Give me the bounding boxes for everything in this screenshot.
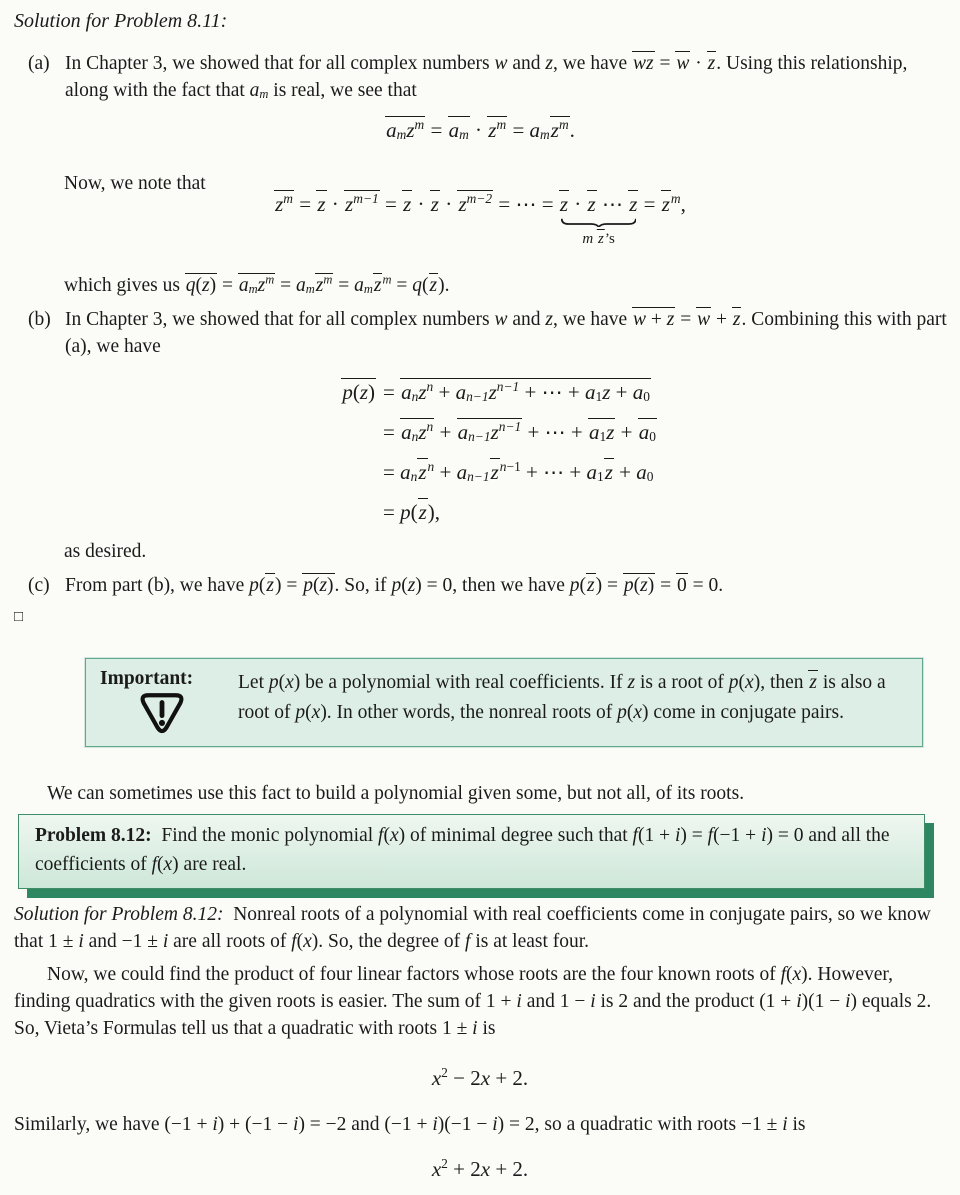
derivation-rhs: = $a_nz^n + a_{n-1}z^{n-1}$ + ⋯ + $a_1z + a_0$ [383,419,656,445]
equation-amzm: $a_mz^m = a_m \cdot z^m = a_mz^m$. [386,117,575,143]
part-a-item [28,50,944,104]
problem-label: Problem 8.12: [35,825,152,846]
part-c-text: From part (b), we have p(z) = p(z). So, if p(z) = 0, then we have p(z) = p(z) = 0 = 0. [65,575,724,596]
part-c-item [28,572,952,599]
part-a-marker: (a) [28,53,50,74]
derivation-row [330,418,657,445]
equation-x2-minus-2x-plus-2: $x^2 - 2x + 2$. [431,1065,529,1090]
as-desired-text: as desired. [64,541,147,562]
derivation-rhs: = $a_nz^n + a_{n-1}z^{n-1}$ + ⋯ + $a_1z + a_0$ [383,459,654,485]
underbraced-group: z · z ⋯ z m z’s [559,192,638,247]
underbrace-icon [561,218,637,227]
part-b-text: In Chapter 3, we showed that for all complex numbers w and z, we have w + z = w + z. Combining this with part (a), we have [65,309,947,357]
part-a-text: In Chapter 3, we showed that for all complex numbers w and z, we have wz = w · z. Using this relationship, along with the fact that $a_m$ is real, we see that [65,53,908,102]
important-label-column [98,668,226,738]
equation-zbar-chain: $z^m = z \cdot z^{m-1} = z \cdot z \cdot z^{m-2}$ = ⋯ = z · z ⋯ z m z’s = $z^m$, [275,191,686,247]
derivation-rhs: = $a_nz^n + a_{n-1}z^{n-1}$ + ⋯ + $a_1z + a_0$ [383,379,650,405]
solution-8-12-paragraph-2: Now, we could find the product of four linear factors whose roots are the four known roots of f(x). However, finding quadratics with the given roots is easier. The sum of 1 + i and 1 − i is 2 and the product (1 + i)(1 − i) equals 2. So, Vieta’s Formulas tell us that a quadratic with roots 1 ± i is [14,964,932,1039]
part-b-item [28,306,948,360]
important-text: Let p(x) be a polynomial with real coefficients. If z is a root of p(x), then z is also a root of p(x). In other words, the nonreal roots of p(x) come in conjugate pairs. [238,672,886,723]
derivation-row [330,458,657,485]
solution-8-12-text-1: Nonreal roots of a polynomial with real coefficients come in conjugate pairs, so we know that 1 ± i and −1 ± i are all roots of f(x). So, the degree of f is at least four. [14,904,931,952]
solution-8-12-paragraph-1 [14,901,947,955]
gives-text: which gives us $q(z) = a_mz^m = a_mz^m = a_mz^m = q(z)$. [64,272,450,297]
alert-icon [139,692,185,734]
note-text: Now, we note that [64,173,206,194]
part-b-marker: (b) [28,309,51,330]
derivation-row [330,498,657,525]
derivation-row [330,378,657,405]
problem-text: Find the monic polynomial f(x) of minimal degree such that f(1 + i) = f(−1 + i) = 0 and all the coefficients of f(x) are real. [35,825,890,875]
solution-8-12-paragraph-3: Similarly, we have (−1 + i) + (−1 − i) = −2 and (−1 + i)(−1 − i) = 2, so a quadratic with roots −1 ± i is [14,1114,806,1135]
important-callout [85,658,923,747]
qed-symbol: □ [14,609,24,625]
part-c-marker: (c) [28,575,50,596]
equation-x2-plus-2x-plus-2: $x^2 + 2x + 2$. [431,1156,529,1181]
bridge-paragraph: We can sometimes use this fact to build a polynomial given some, but not all, of its roots. [47,783,745,804]
derivation-rhs: = p(z), [383,500,441,524]
solution-8-12-heading: Solution for Problem 8.12: [14,904,224,925]
aligned-derivation [330,378,657,538]
important-label: Important: [100,668,194,689]
derivation-lhs: p(z) [342,380,375,404]
problem-8-12-box [18,814,925,889]
solution-8-11-heading: Solution for Problem 8.11: [14,10,228,32]
